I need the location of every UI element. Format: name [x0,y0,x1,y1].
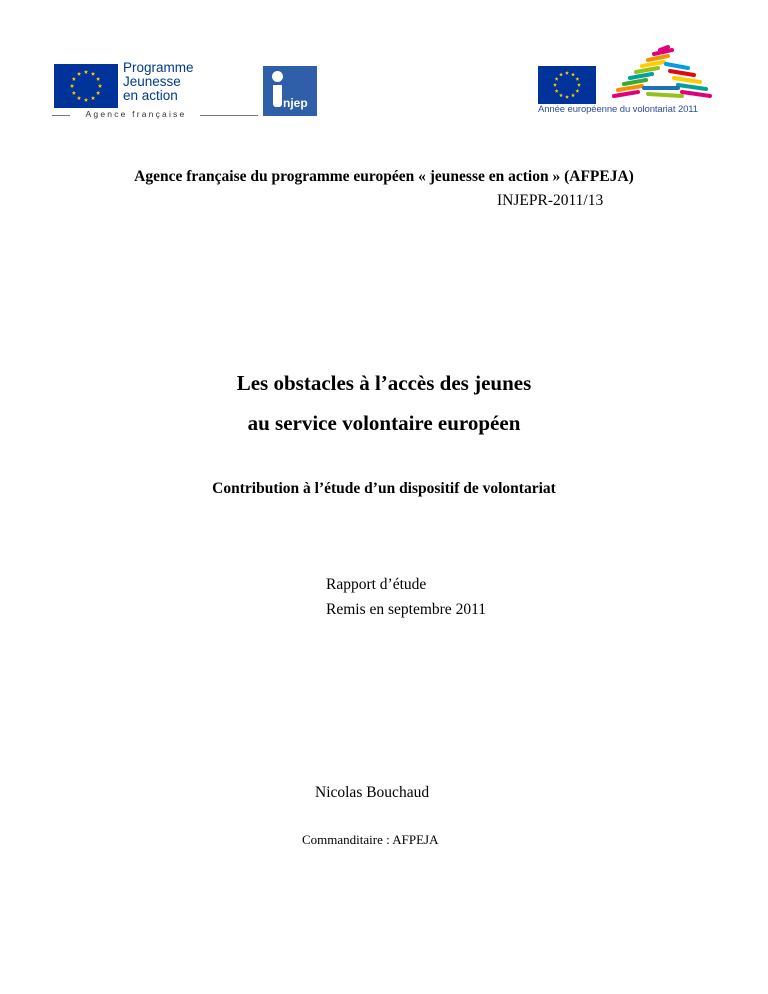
eu-flag-icon [54,64,118,108]
author-name: Nicolas Bouchaud [315,784,430,801]
programme-jeunesse-logo [52,60,308,120]
programme-title [123,61,194,103]
caption-divider-right [200,115,258,116]
report-type: Rapport d’étude [326,576,427,593]
title-line-2: au service volontaire européen [247,411,521,435]
injep-label: njep [283,96,308,110]
report-reference: INJEPR-2011/13 [497,192,604,209]
agency-heading: Agence française du programme européen « jeunesse en action » (AFPEJA) [134,168,634,185]
volunteering-year-logo [538,44,718,118]
eu-flag-icon [538,66,596,104]
subtitle: Contribution à l’étude d’un dispositif de volontariat [212,480,556,497]
programme-line-2: Jeunesse [123,74,181,89]
report-date: Remis en septembre 2011 [326,601,486,618]
sponsor: Commanditaire : AFPEJA [302,832,439,847]
volunteering-year-caption: Année européenne du volontariat 2011 [538,104,698,115]
volunteering-year-logo-icon [608,44,714,104]
programme-line-1: Programme [123,60,194,75]
programme-line-3: en action [123,88,178,103]
title-line-1: Les obstacles à l’accès des jeunes [236,371,532,395]
injep-logo-icon [263,66,317,116]
agency-caption: Agence française [85,109,187,119]
